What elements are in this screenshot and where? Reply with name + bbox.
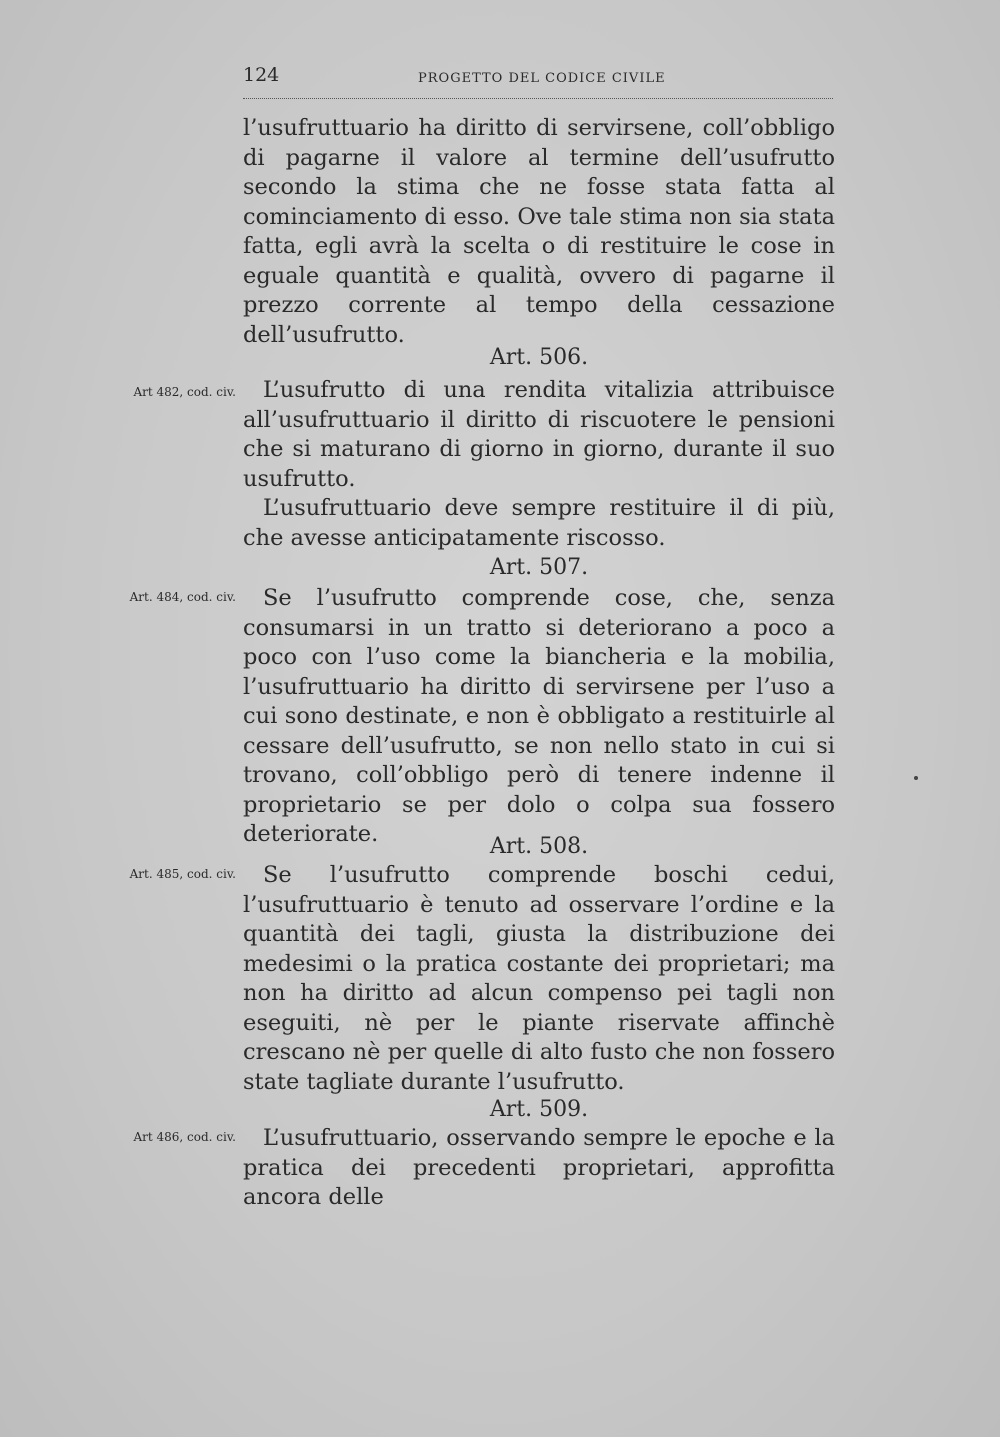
- article-body-507: [243, 584, 835, 850]
- continuation-paragraph: [243, 114, 835, 350]
- article-title-506: Art. 506.: [489, 345, 589, 370]
- ink-speck: [914, 776, 918, 780]
- page-number: 124: [243, 64, 280, 86]
- paragraph: L’usufrutto di una rendita vitalizia attribuisce all’usufruttuario il diritto di riscuotere le pensioni che si maturano di giorno in giorno, durante il suo usufrutto.: [243, 377, 835, 492]
- article-title-508: Art. 508.: [489, 834, 589, 859]
- article-body-509: [243, 1124, 835, 1213]
- page-header: [243, 64, 833, 99]
- article-title-507: Art. 507.: [489, 555, 589, 580]
- paragraph: Se l’usufrutto comprende boschi cedui, l’usufruttuario è tenuto ad osservare l’ordine e la quantità dei tagli, giusta la distribuzione dei medesimi o la pratica costante dei proprietari; ma non ha diritto ad alcun compenso pei tagli non eseguiti, nè per le piante riservate affinchè crescano nè per quelle di alto fusto che non fossero state tagliate durante l’usufrutto.: [243, 862, 835, 1095]
- paragraph: L’usufruttuario, osservando sempre le epoche e la pratica dei precedenti proprietari, approfitta ancora delle: [243, 1125, 835, 1210]
- margin-reference-507: Art. 484, cod. civ.: [129, 590, 236, 604]
- running-title: PROGETTO DEL CODICE CIVILE: [418, 71, 666, 86]
- article-body-506: [243, 376, 835, 553]
- article-body-508: [243, 861, 835, 1097]
- margin-reference-508: Art. 485, cod. civ.: [129, 867, 236, 881]
- margin-reference-509: Art 486, cod. civ.: [133, 1130, 236, 1144]
- paragraph: L’usufruttuario deve sempre restituire il di più, che avesse anticipatamente riscosso.: [243, 495, 835, 551]
- paragraph: l’usufruttuario ha diritto di servirsene, coll’obbligo di pagarne il valore al termine dell’usufrutto secondo la stima che ne fosse stata fatta al cominciamento di esso. Ove tale stima non sia stata fatta, egli avrà la scelta o di restituire le cose in eguale quantità e qualità, ovvero di pagarne il prezzo corrente al tempo della cessazione dell’usufrutto.: [243, 115, 835, 348]
- article-title-509: Art. 509.: [489, 1097, 589, 1122]
- margin-reference-506: Art 482, cod. civ.: [133, 385, 236, 399]
- paragraph: Se l’usufrutto comprende cose, che, senza consumarsi in un tratto si deteriorano a poco a poco con l’uso come la biancheria e la mobilia, l’usufruttuario ha diritto di servirsene per l’uso a cui sono destinate, e non è obbligato a restituirle al cessare dell’usufrutto, se non nello stato in cui si trovano, coll’obbligo però di tenere indenne il proprietario se per dolo o colpa sua fossero deteriorate.: [243, 585, 835, 847]
